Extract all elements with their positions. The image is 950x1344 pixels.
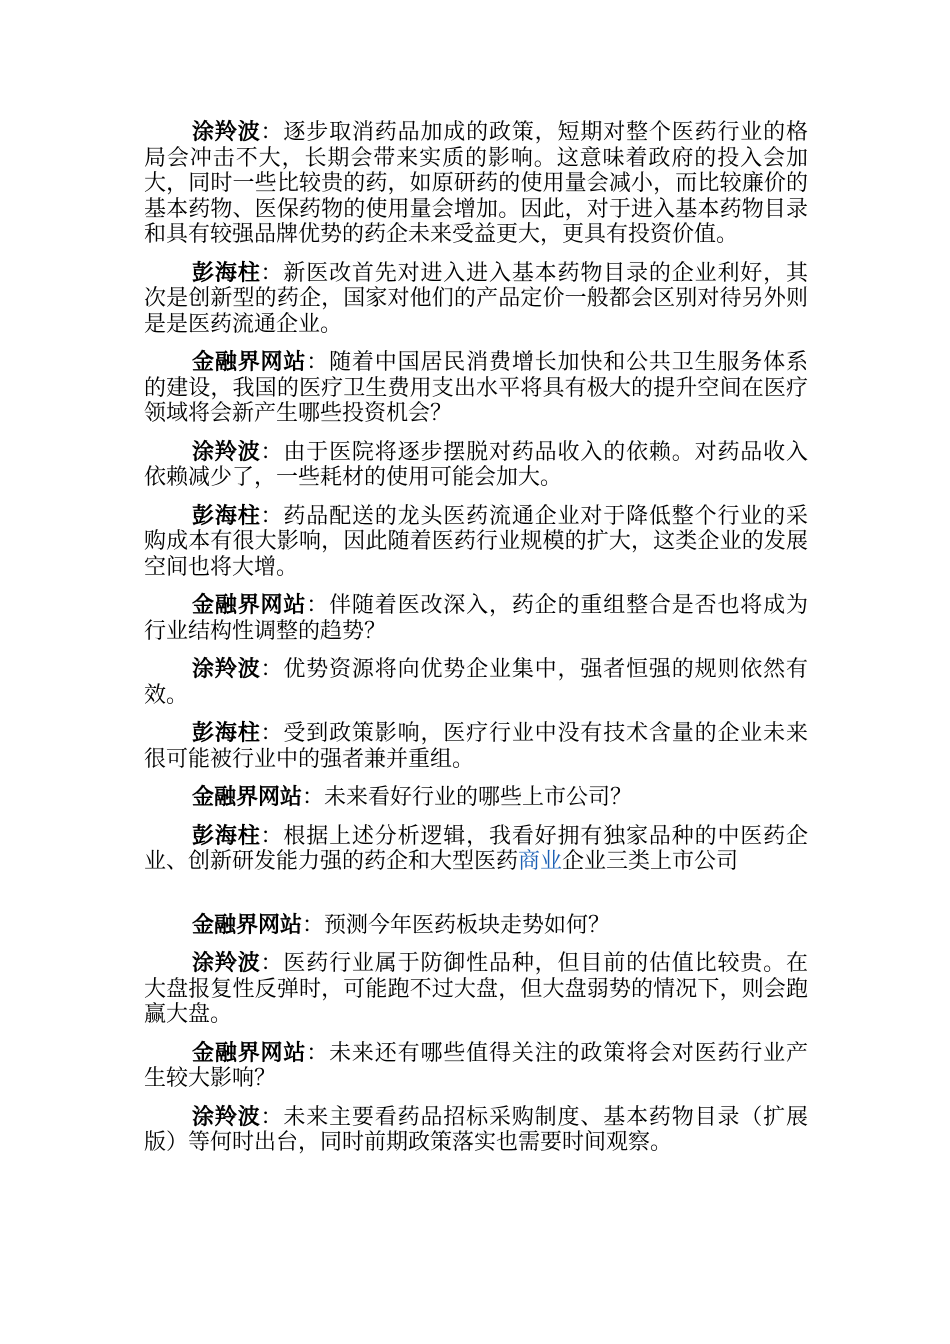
interview-paragraph-3 xyxy=(144,350,808,427)
interview-paragraph-1 xyxy=(144,120,808,248)
speaker-name: 金融界网站 xyxy=(192,912,303,938)
paragraph-text: ：优势资源将向优势企业集中，强者恒强的规则依然有效。 xyxy=(144,657,808,708)
paragraph-text: ：未来还有哪些值得关注的政策将会对医药行业产生较大影响？ xyxy=(144,1040,808,1091)
paragraph-text: ：随着中国居民消费增长加快和公共卫生服务体系的建设，我国的医疗卫生费用支出水平将具有极大的提升空间在医疗领域将会新产生哪些投资机会？ xyxy=(144,350,808,426)
speaker-name: 涂羚波 xyxy=(192,120,261,145)
interview-paragraph-2 xyxy=(144,261,808,338)
speaker-name: 涂羚波 xyxy=(192,439,261,465)
interview-paragraph-8 xyxy=(144,721,808,772)
paragraph-text: ：伴随着医改深入，药企的重组整合是否也将成为行业结构性调整的趋势？ xyxy=(144,593,808,644)
interview-paragraph-4 xyxy=(144,440,808,491)
interview-paragraph-11 xyxy=(144,913,808,939)
paragraph-text: ：医药行业属于防御性品种，但目前的估值比较贵。在大盘报复性反弹时，可能跑不过大盘，但大盘弱势的情况下，则会跑赢大盘。 xyxy=(144,951,808,1027)
speaker-name: 彭海柱 xyxy=(192,260,261,286)
interview-paragraph-10 xyxy=(144,824,808,875)
commerce-link[interactable]: 商业 xyxy=(518,849,563,874)
speaker-name: 涂羚波 xyxy=(192,951,261,976)
interview-paragraph-12 xyxy=(144,951,808,1028)
paragraph-text: ：根据上述分析逻辑，我看好拥有独家品种的中医药企业、创新研发能力强的药企和大型医药 xyxy=(144,823,808,874)
speaker-name: 涂羚波 xyxy=(192,1104,261,1130)
speaker-name: 彭海柱 xyxy=(192,823,261,849)
interview-paragraph-6 xyxy=(144,593,808,644)
speaker-name: 彭海柱 xyxy=(192,503,261,529)
paragraph-text: ：预测今年医药板块走势如何？ xyxy=(302,912,611,938)
paragraph-text: ：新医改首先对进入进入基本药物目录的企业利好，其次是创新型的药企，国家对他们的产品定价一般都会区别对待另外则是是医药流通企业。 xyxy=(144,260,808,337)
document-page xyxy=(144,120,808,1169)
speaker-name: 金融界网站 xyxy=(192,593,307,618)
paragraph-text: ：逐步取消药品加成的政策，短期对整个医药行业的格局会冲击不大，长期会带来实质的影响。这意味着政府的投入会加大，同时一些比较贵的药，如原研药的使用量会减小，而比较廉价的基本药物、医保药物的使用量会增加。因此，对于进入基本药物目录和具有较强品牌优势的药企未来受益更大，更具有投资价值。 xyxy=(144,120,808,247)
speaker-name: 彭海柱 xyxy=(192,721,261,746)
speaker-name: 金融界网站 xyxy=(192,785,303,810)
speaker-name: 金融界网站 xyxy=(192,1040,307,1066)
paragraph-text: ：未来主要看药品招标采购制度、基本药物目录（扩展版）等何时出台，同时前期政策落实也需要时间观察。 xyxy=(144,1104,808,1155)
paragraph-text: ：未来看好行业的哪些上市公司？ xyxy=(302,785,633,810)
speaker-name: 涂羚波 xyxy=(192,657,261,682)
paragraph-text: ：由于医院将逐步摆脱对药品收入的依赖。对药品收入依赖减少了，一些耗材的使用可能会加大。 xyxy=(144,439,808,490)
paragraph-text: ：受到政策影响，医疗行业中没有技术含量的企业未来很可能被行业中的强者兼并重组。 xyxy=(144,721,808,772)
interview-paragraph-5 xyxy=(144,504,808,581)
interview-paragraph-7 xyxy=(144,657,808,708)
interview-paragraph-9 xyxy=(144,785,808,811)
paragraph-text-after: 企业三类上市公司 xyxy=(562,849,739,874)
paragraph-text: ：药品配送的龙头医药流通企业对于降低整个行业的采购成本有很大影响，因此随着医药行业规模的扩大，这类企业的发展空间也将大增。 xyxy=(144,503,808,580)
interview-paragraph-14 xyxy=(144,1105,808,1156)
interview-paragraph-13 xyxy=(144,1041,808,1092)
speaker-name: 金融界网站 xyxy=(192,350,307,375)
